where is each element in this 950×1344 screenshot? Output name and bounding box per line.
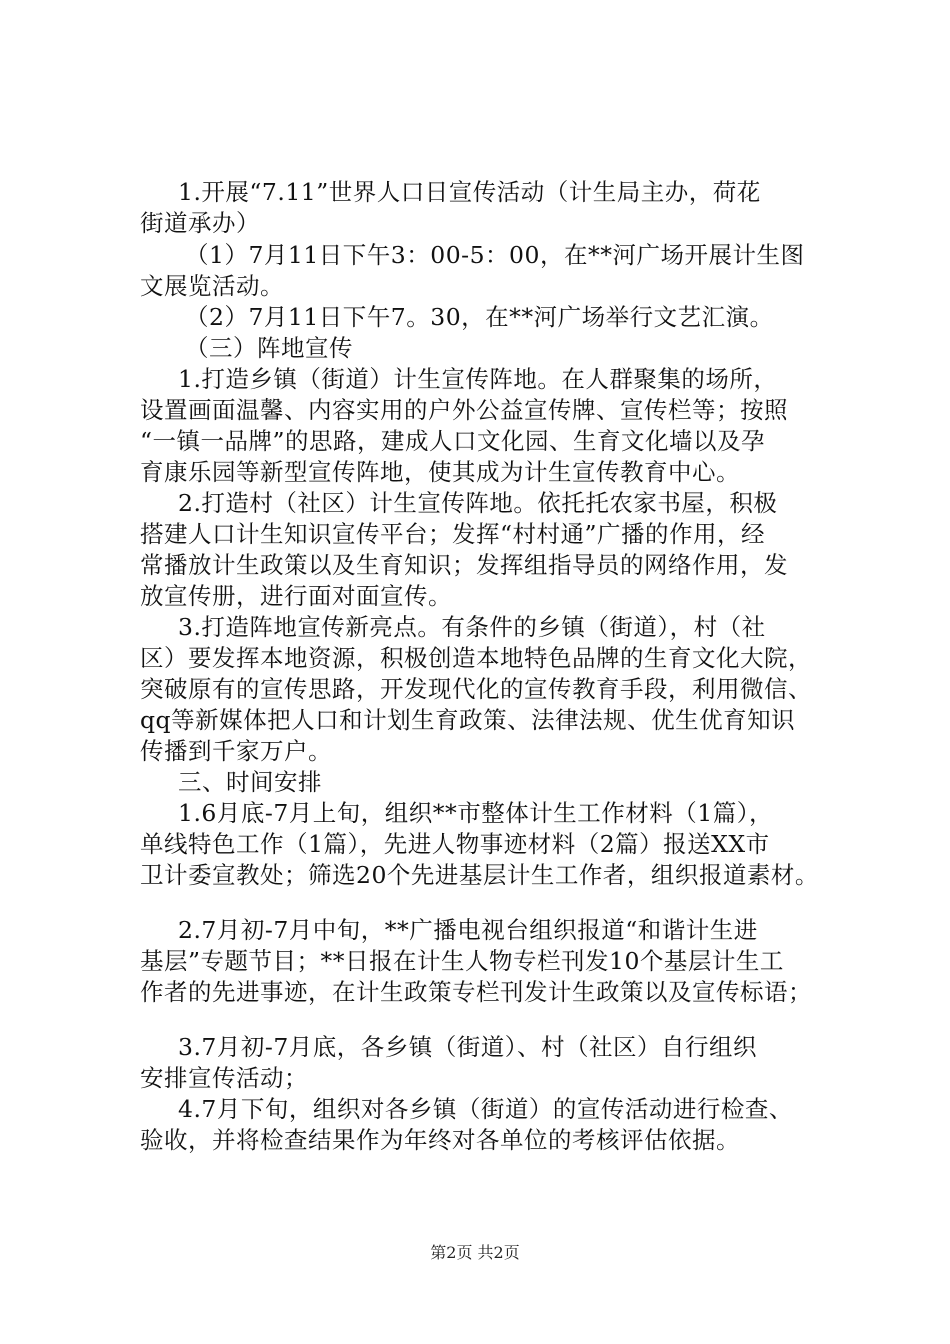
text-line: 育康乐园等新型宣传阵地，使其成为计生宣传教育中心。 xyxy=(140,458,740,486)
text-line: （1）7月11日下午3：00-5：00，在**河广场开展计生图 xyxy=(185,241,805,269)
text-line: 1.开展“7.11”世界人口日宣传活动（计生局主办，荷花 xyxy=(178,178,761,206)
text-line: 传播到千家万户。 xyxy=(140,737,332,765)
text-line: 安排宣传活动； xyxy=(140,1064,308,1092)
text-line: （2）7月11日下午7。30，在**河广场举行文艺汇演。 xyxy=(185,303,774,331)
text-line: 验收，并将检查结果作为年终对各单位的考核评估依据。 xyxy=(140,1126,740,1154)
text-line: 文展览活动。 xyxy=(140,272,284,300)
text-line: 1.6月底-7月上旬，组织**市整体计生工作材料（1篇）， xyxy=(178,799,773,827)
text-line: 作者的先进事迹，在计生政策专栏刊发计生政策以及宣传标语； xyxy=(140,978,812,1006)
text-line: 区）要发挥本地资源，积极创造本地特色品牌的生育文化大院， xyxy=(140,644,812,672)
text-line: 搭建人口计生知识宣传平台；发挥“村村通”广播的作用，经 xyxy=(140,520,766,548)
page-number-footer: 第2页 共2页 xyxy=(430,1243,520,1262)
text-line: 基层”专题节目；**日报在计生人物专栏刊发10个基层计生工 xyxy=(140,947,784,975)
text-line: 常播放计生政策以及生育知识；发挥组指导员的网络作用，发 xyxy=(140,551,788,579)
section-heading: 三、时间安排 xyxy=(178,768,322,796)
text-line: 3.打造阵地宣传新亮点。有条件的乡镇（街道），村（社 xyxy=(178,613,766,641)
text-line: 2.7月初-7月中旬，**广播电视台组织报道“和谐计生进 xyxy=(178,916,758,944)
text-line: 单线特色工作（1篇），先进人物事迹材料（2篇）报送XX市 xyxy=(140,830,770,858)
text-line: 卫计委宣教处；筛选20个先进基层计生工作者，组织报道素材。 xyxy=(140,861,819,889)
text-line: qq等新媒体把人口和计划生育政策、法律法规、优生优育知识 xyxy=(140,706,796,734)
text-line: 3.7月初-7月底，各乡镇（街道）、村（社区）自行组织 xyxy=(178,1033,758,1061)
text-line: “一镇一品牌”的思路，建成人口文化园、生育文化墙以及孕 xyxy=(140,427,766,455)
text-line: 设置画面温馨、内容实用的户外公益宣传牌、宣传栏等；按照 xyxy=(140,396,788,424)
text-line: 突破原有的宣传思路，开发现代化的宣传教育手段，利用微信、 xyxy=(140,675,812,703)
text-line: 街道承办） xyxy=(140,209,260,237)
text-line: 4.7月下旬，组织对各乡镇（街道）的宣传活动进行检查、 xyxy=(178,1095,793,1123)
text-line: 1.打造乡镇（街道）计生宣传阵地。在人群聚集的场所， xyxy=(178,365,778,393)
section-heading: （三）阵地宣传 xyxy=(185,334,353,362)
text-line: 放宣传册，进行面对面宣传。 xyxy=(140,582,452,610)
text-line: 2.打造村（社区）计生宣传阵地。依托托农家书屋，积极 xyxy=(178,489,778,517)
